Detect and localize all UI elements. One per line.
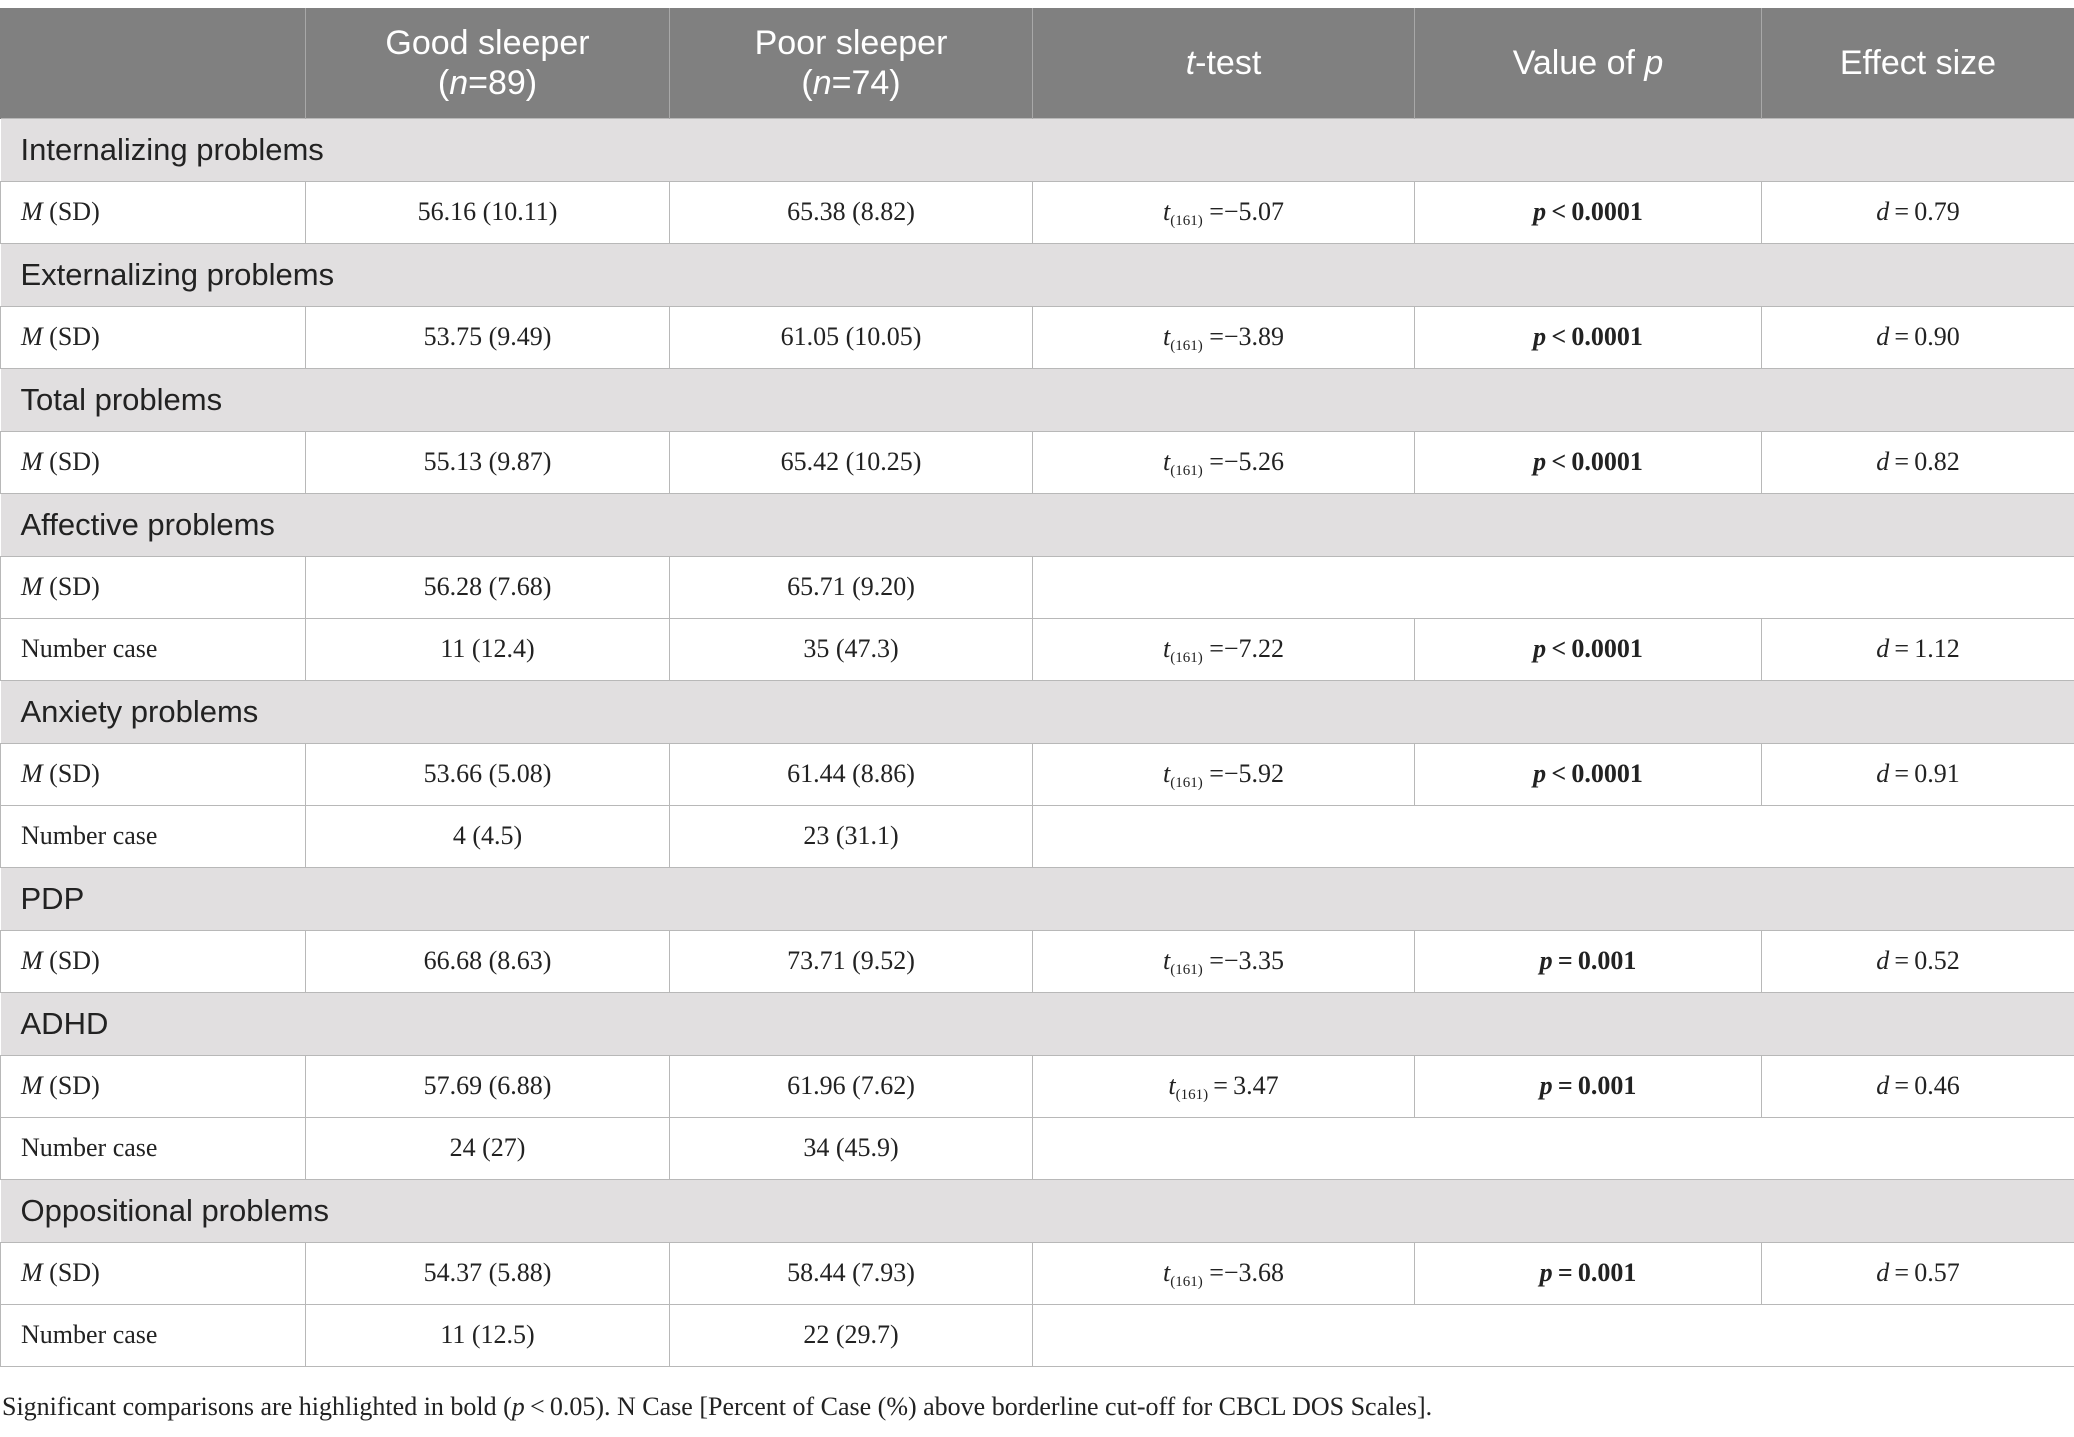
p-value <box>1415 431 1762 493</box>
poor-sleeper-value: 34 (45.9) <box>670 1117 1033 1179</box>
mean-symbol: M <box>21 1258 43 1287</box>
good-sleeper-value: 66.68 (8.63) <box>306 930 670 992</box>
effect-size-value <box>1762 181 2074 243</box>
row-label <box>1 1117 306 1179</box>
p-value <box>1415 306 1762 368</box>
degrees-of-freedom: (161) <box>1170 650 1203 666</box>
mean-symbol: M <box>21 572 43 601</box>
t-statistic: =−5.92 <box>1202 759 1285 788</box>
empty-stats-cell <box>1033 556 2074 618</box>
number-case-label: Number case <box>21 1320 158 1349</box>
effect-size-value <box>1762 618 2074 680</box>
degrees-of-freedom: (161) <box>1175 1087 1209 1103</box>
row-label <box>1 805 306 867</box>
good-sleeper-value: 24 (27) <box>306 1117 670 1179</box>
t-statistic: =−5.26 <box>1202 447 1285 476</box>
section-title: Externalizing problems <box>1 243 2074 306</box>
degrees-of-freedom: (161) <box>1170 213 1203 229</box>
d-symbol: d <box>1876 634 1890 663</box>
section-header-row <box>1 118 2074 181</box>
effect-size-value <box>1762 431 2074 493</box>
degrees-of-freedom: (161) <box>1170 463 1203 479</box>
section-header-row <box>1 368 2074 431</box>
table-body <box>1 118 2074 1366</box>
row-label <box>1 1242 306 1304</box>
t-symbol: t <box>1168 1071 1176 1100</box>
section-header-row <box>1 867 2074 930</box>
d-symbol: d <box>1876 1071 1890 1100</box>
row-label <box>1 618 306 680</box>
t-statistic: =−5.07 <box>1202 197 1285 226</box>
section-title: ADHD <box>1 992 2074 1055</box>
t-test-value <box>1033 930 1415 992</box>
row-label <box>1 930 306 992</box>
number-case-row <box>1 1304 2074 1366</box>
p-value <box>1415 181 1762 243</box>
good-sleeper-value: 56.28 (7.68) <box>306 556 670 618</box>
d-statistic: = 0.52 <box>1889 946 1960 975</box>
p-symbol: p <box>1539 1258 1553 1287</box>
msd-row <box>1 1055 2074 1117</box>
mean-symbol: M <box>21 447 43 476</box>
d-statistic: = 0.90 <box>1889 322 1960 351</box>
number-case-row <box>1 805 2074 867</box>
p-symbol: p <box>1539 946 1553 975</box>
row-label <box>1 431 306 493</box>
d-symbol: d <box>1876 759 1890 788</box>
empty-stats-cell <box>1033 1304 2074 1366</box>
msd-row <box>1 431 2074 493</box>
section-header-row <box>1 243 2074 306</box>
p-symbol: p <box>1539 1071 1553 1100</box>
mean-symbol: M <box>21 946 43 975</box>
d-symbol: d <box>1876 197 1890 226</box>
d-symbol: d <box>1876 946 1890 975</box>
d-statistic: = 0.91 <box>1889 759 1960 788</box>
degrees-of-freedom: (161) <box>1170 962 1203 978</box>
msd-row <box>1 743 2074 805</box>
p-symbol: p <box>1533 322 1547 351</box>
mean-symbol: M <box>21 322 43 351</box>
poor-sleeper-value: 73.71 (9.52) <box>670 930 1033 992</box>
d-symbol: d <box>1876 1258 1890 1287</box>
p-symbol: p <box>1533 759 1547 788</box>
t-statistic: =−3.68 <box>1202 1258 1285 1287</box>
poor-sleeper-value: 61.05 (10.05) <box>670 306 1033 368</box>
header-row <box>1 8 2074 118</box>
poor-sleeper-value: 65.42 (10.25) <box>670 431 1033 493</box>
d-symbol: d <box>1876 322 1890 351</box>
t-statistic: =−7.22 <box>1202 634 1285 663</box>
sd-label: (SD) <box>42 1258 100 1287</box>
section-title: Anxiety problems <box>1 680 2074 743</box>
header-good-sleeper: Good sleeper (n=89) <box>306 8 670 118</box>
t-test-value <box>1033 431 1415 493</box>
sd-label: (SD) <box>42 197 100 226</box>
msd-row <box>1 1242 2074 1304</box>
poor-sleeper-value: 61.96 (7.62) <box>670 1055 1033 1117</box>
poor-sleeper-value: 23 (31.1) <box>670 805 1033 867</box>
number-case-row <box>1 1117 2074 1179</box>
d-statistic: = 0.79 <box>1889 197 1960 226</box>
d-statistic: = 0.82 <box>1889 447 1960 476</box>
section-title: Total problems <box>1 368 2074 431</box>
poor-sleeper-value: 65.71 (9.20) <box>670 556 1033 618</box>
good-sleeper-value: 11 (12.4) <box>306 618 670 680</box>
row-label <box>1 1304 306 1366</box>
t-symbol: t <box>1162 322 1171 351</box>
good-sleeper-value: 11 (12.5) <box>306 1304 670 1366</box>
good-sleeper-value: 53.66 (5.08) <box>306 743 670 805</box>
effect-size-value <box>1762 743 2074 805</box>
p-symbol: p <box>1533 197 1547 226</box>
table-footnote: Significant comparisons are highlighted in bold (p < 0.05). N Case [Percent of Case (%) above borderline cut-off for CBCL DOS Scales]. <box>2 1392 1433 1421</box>
row-label <box>1 743 306 805</box>
sd-label: (SD) <box>42 447 100 476</box>
t-statistic: =−3.35 <box>1202 946 1285 975</box>
t-test-value <box>1033 181 1415 243</box>
number-case-label: Number case <box>21 634 158 663</box>
msd-row <box>1 930 2074 992</box>
t-test-value <box>1033 1242 1415 1304</box>
t-symbol: t <box>1162 634 1171 663</box>
sd-label: (SD) <box>42 759 100 788</box>
header-effect-size: Effect size <box>1762 8 2074 118</box>
t-symbol: t <box>1162 759 1171 788</box>
good-sleeper-value: 54.37 (5.88) <box>306 1242 670 1304</box>
good-sleeper-value: 4 (4.5) <box>306 805 670 867</box>
poor-sleeper-value: 22 (29.7) <box>670 1304 1033 1366</box>
number-case-row <box>1 618 2074 680</box>
header-poor-sleeper: Poor sleeper (n=74) <box>670 8 1033 118</box>
sd-label: (SD) <box>42 946 100 975</box>
effect-size-value <box>1762 1242 2074 1304</box>
section-title: Internalizing problems <box>1 118 2074 181</box>
p-value <box>1415 930 1762 992</box>
table-container <box>0 8 2074 1367</box>
section-header-row <box>1 493 2074 556</box>
row-label <box>1 181 306 243</box>
section-header-row <box>1 992 2074 1055</box>
p-value <box>1415 1242 1762 1304</box>
d-statistic: = 1.12 <box>1889 634 1960 663</box>
t-symbol: t <box>1162 197 1171 226</box>
p-statistic: = 0.001 <box>1552 1258 1637 1287</box>
p-value <box>1415 1055 1762 1117</box>
t-test-value <box>1033 306 1415 368</box>
p-value <box>1415 743 1762 805</box>
number-case-label: Number case <box>21 821 158 850</box>
msd-row <box>1 556 2074 618</box>
good-sleeper-value: 53.75 (9.49) <box>306 306 670 368</box>
t-statistic: =−3.89 <box>1202 322 1285 351</box>
row-label <box>1 1055 306 1117</box>
empty-stats-cell <box>1033 805 2074 867</box>
results-table <box>0 8 2074 1367</box>
p-statistic: < 0.0001 <box>1546 447 1643 476</box>
poor-sleeper-value: 35 (47.3) <box>670 618 1033 680</box>
t-test-value <box>1033 1055 1415 1117</box>
effect-size-value <box>1762 930 2074 992</box>
sd-label: (SD) <box>42 322 100 351</box>
poor-sleeper-value: 61.44 (8.86) <box>670 743 1033 805</box>
p-statistic: = 0.001 <box>1552 946 1637 975</box>
mean-symbol: M <box>21 1071 43 1100</box>
header-blank <box>1 8 306 118</box>
sd-label: (SD) <box>42 572 100 601</box>
poor-sleeper-value: 65.38 (8.82) <box>670 181 1033 243</box>
msd-row <box>1 306 2074 368</box>
d-symbol: d <box>1876 447 1890 476</box>
good-sleeper-value: 57.69 (6.88) <box>306 1055 670 1117</box>
p-statistic: < 0.0001 <box>1546 322 1643 351</box>
header-value-of-p: Value of p <box>1415 8 1762 118</box>
t-symbol: t <box>1162 946 1171 975</box>
p-statistic: < 0.0001 <box>1546 634 1643 663</box>
row-label <box>1 306 306 368</box>
good-sleeper-value: 56.16 (10.11) <box>306 181 670 243</box>
d-statistic: = 0.57 <box>1889 1258 1960 1287</box>
p-statistic: = 0.001 <box>1552 1071 1637 1100</box>
degrees-of-freedom: (161) <box>1170 1274 1203 1290</box>
poor-sleeper-value: 58.44 (7.93) <box>670 1242 1033 1304</box>
row-label <box>1 556 306 618</box>
header-t-test: t-test <box>1033 8 1415 118</box>
sd-label: (SD) <box>42 1071 100 1100</box>
t-symbol: t <box>1162 1258 1171 1287</box>
t-test-value <box>1033 618 1415 680</box>
degrees-of-freedom: (161) <box>1170 338 1203 354</box>
section-header-row <box>1 1179 2074 1242</box>
t-test-value <box>1033 743 1415 805</box>
section-header-row <box>1 680 2074 743</box>
msd-row <box>1 181 2074 243</box>
section-title: Affective problems <box>1 493 2074 556</box>
mean-symbol: M <box>21 197 43 226</box>
mean-symbol: M <box>21 759 43 788</box>
empty-stats-cell <box>1033 1117 2074 1179</box>
p-symbol: p <box>1533 634 1547 663</box>
number-case-label: Number case <box>21 1133 158 1162</box>
t-statistic: = 3.47 <box>1208 1071 1279 1100</box>
p-statistic: < 0.0001 <box>1546 759 1643 788</box>
p-symbol: p <box>1533 447 1547 476</box>
p-value <box>1415 618 1762 680</box>
section-title: Oppositional problems <box>1 1179 2074 1242</box>
t-symbol: t <box>1162 447 1171 476</box>
effect-size-value <box>1762 1055 2074 1117</box>
effect-size-value <box>1762 306 2074 368</box>
section-title: PDP <box>1 867 2074 930</box>
p-statistic: < 0.0001 <box>1546 197 1643 226</box>
degrees-of-freedom: (161) <box>1170 775 1203 791</box>
d-statistic: = 0.46 <box>1889 1071 1960 1100</box>
good-sleeper-value: 55.13 (9.87) <box>306 431 670 493</box>
